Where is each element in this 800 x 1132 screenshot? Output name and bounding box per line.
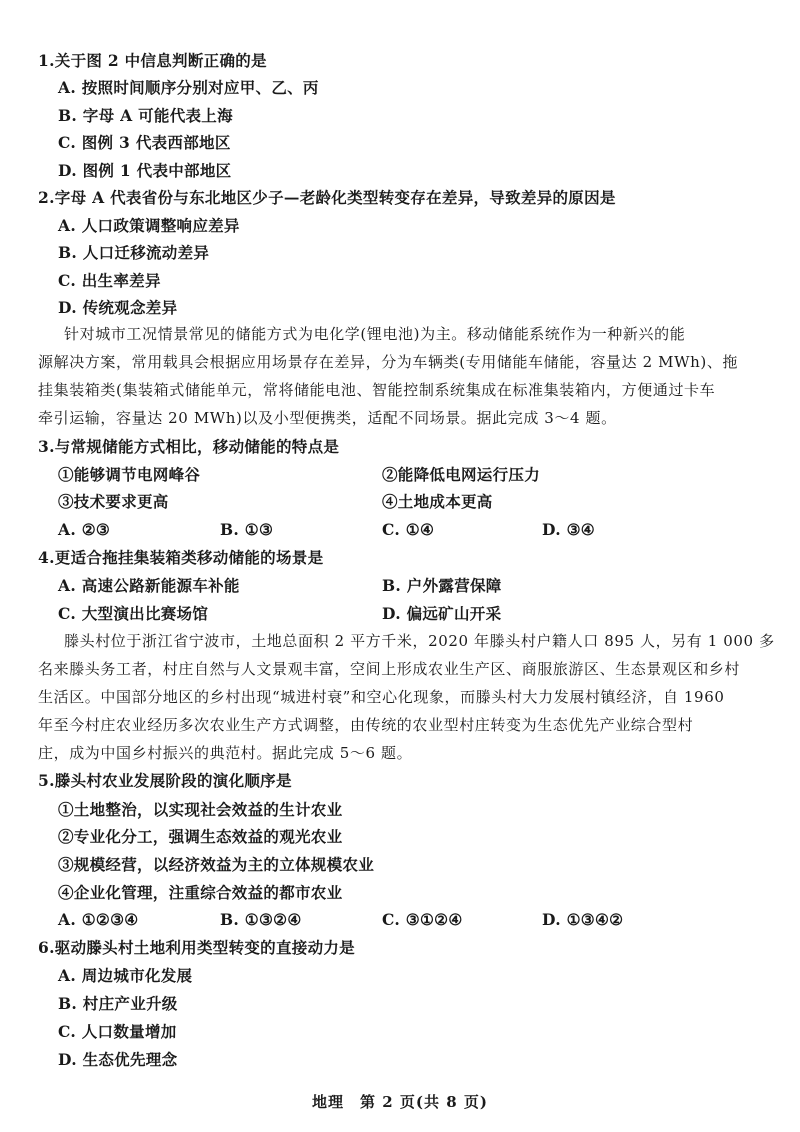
q3-option-d: D. ③④ — [542, 520, 595, 539]
q6-option-b: B. 村庄产业升级 — [58, 994, 178, 1013]
q4-stem: 4.更适合拖挂集装箱类移动储能的场景是 — [38, 548, 324, 567]
q3-statement-4: ④土地成本更高 — [382, 492, 493, 511]
q3-statement-3: ③技术要求更高 — [58, 492, 169, 511]
q1-option-a: A. 按照时间顺序分别对应甲、乙、丙 — [58, 78, 319, 97]
q5-option-c: C. ③①②④ — [382, 910, 463, 929]
q6-option-c: C. 人口数量增加 — [58, 1022, 177, 1041]
passage-storage-line: 针对城市工况情景常见的储能方式为电化学(锂电池)为主。移动储能系统作为一种新兴的能 — [64, 325, 686, 343]
q3-option-b: B. ①③ — [220, 520, 274, 539]
q1-stem: 1.关于图 2 中信息判断正确的是 — [38, 51, 267, 70]
q3-option-a: A. ②③ — [58, 520, 111, 539]
q5-option-a: A. ①②③④ — [58, 910, 139, 929]
q5-statement-2: ②专业化分工，强调生态效益的观光农业 — [58, 827, 343, 846]
q4-option-a: A. 高速公路新能源车补能 — [58, 576, 240, 595]
q2-option-d: D. 传统观念差异 — [58, 298, 178, 317]
q2-option-c: C. 出生率差异 — [58, 271, 161, 290]
q1-option-c: C. 图例 3 代表西部地区 — [58, 133, 231, 152]
q4-option-c: C. 大型演出比赛场馆 — [58, 604, 209, 623]
page-footer: 地理 第 2 页(共 8 页) — [312, 1093, 488, 1111]
q3-statement-2: ②能降低电网运行压力 — [382, 465, 541, 484]
passage-village-line: 庄，成为中国乡村振兴的典范村。据此完成 5～6 题。 — [38, 744, 413, 762]
q5-option-b: B. ①③②④ — [220, 910, 302, 929]
passage-village-line: 年至今村庄农业经历多次农业生产方式调整，由传统的农业型村庄转变为生态优先产业综合型村 — [38, 716, 694, 734]
q6-option-a: A. 周边城市化发展 — [58, 966, 193, 985]
q3-statement-1: ①能够调节电网峰谷 — [58, 465, 201, 484]
q1-option-d: D. 图例 1 代表中部地区 — [58, 161, 232, 180]
q6-option-d: D. 生态优先理念 — [58, 1050, 178, 1069]
q6-stem: 6.驱动滕头村土地利用类型转变的直接动力是 — [38, 938, 355, 957]
q5-statement-3: ③规模经营，以经济效益为主的立体规模农业 — [58, 855, 375, 874]
q3-stem: 3.与常规储能方式相比，移动储能的特点是 — [38, 437, 340, 456]
q2-stem: 2.字母 A 代表省份与东北地区少子—老龄化类型转变存在差异，导致差异的原因是 — [38, 188, 616, 207]
q5-option-d: D. ①③④② — [542, 910, 624, 929]
passage-storage-line: 挂集装箱类(集装箱式储能单元，常将储能电池、智能控制系统集成在标准集装箱内，方便通过卡车 — [38, 381, 716, 399]
q1-option-b: B. 字母 A 可能代表上海 — [58, 106, 233, 125]
q5-stem: 5.滕头村农业发展阶段的演化顺序是 — [38, 771, 292, 790]
q2-option-a: A. 人口政策调整响应差异 — [58, 216, 240, 235]
passage-village-line: 名来滕头务工者，村庄自然与人文景观丰富，空间上形成农业生产区、商服旅游区、生态景观区和乡村 — [38, 660, 741, 678]
q4-option-d: D. 偏远矿山开采 — [382, 604, 502, 623]
passage-village-line: 滕头村位于浙江省宁波市，土地总面积 2 平方千米，2020 年滕头村户籍人口 895 人，另有 1 000 多 — [64, 632, 775, 650]
passage-storage-line: 牵引运输，容量达 20 MWh)以及小型便携类，适配不同场景。据此完成 3～4 题。 — [38, 409, 617, 427]
q4-option-b: B. 户外露营保障 — [382, 576, 502, 595]
q5-statement-1: ①土地整治，以实现社会效益的生计农业 — [58, 800, 343, 819]
passage-storage-line: 源解决方案，常用载具会根据应用场景存在差异，分为车辆类(专用储能车储能，容量达 2 MWh)、拖 — [38, 353, 739, 371]
q3-option-c: C. ①④ — [382, 520, 435, 539]
passage-village-line: 生活区。中国部分地区的乡村出现“城进村衰”和空心化现象，而滕头村大力发展村镇经济，自 1960 — [38, 688, 725, 706]
q2-option-b: B. 人口迁移流动差异 — [58, 243, 210, 262]
q5-statement-4: ④企业化管理，注重综合效益的都市农业 — [58, 883, 343, 902]
